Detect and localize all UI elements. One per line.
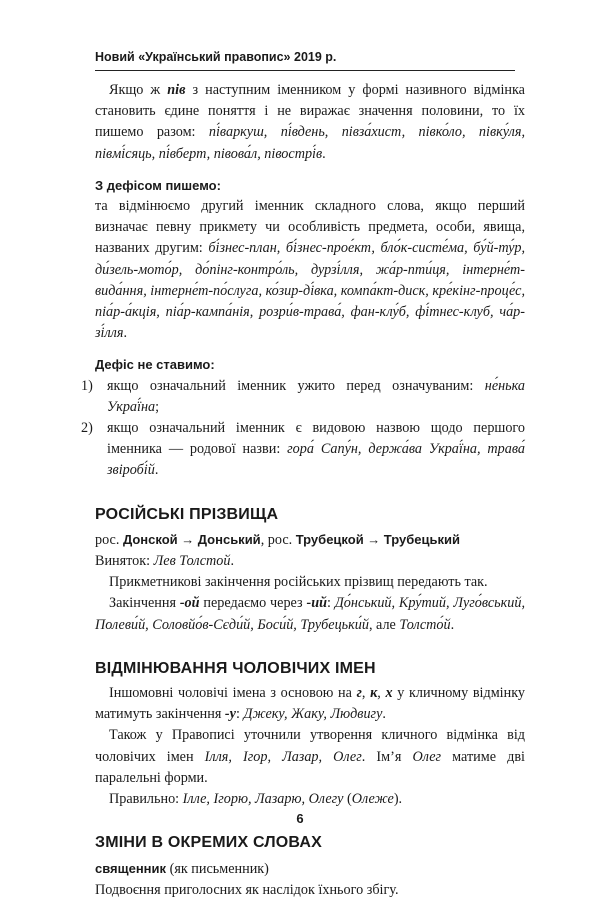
text-run: якщо означальний іменник є видовою назвою щодо першого іменника — родової назви:	[107, 420, 525, 458]
surname: Донський	[197, 531, 261, 547]
text-run: у кличному відмінку матимуть закінчення	[95, 685, 525, 723]
text-run: , але	[368, 616, 400, 633]
text-run: (як письменник)	[169, 860, 269, 877]
surname: Трубецький	[383, 531, 460, 547]
list-number: 1)	[81, 377, 93, 394]
name-examples: Ілля, Ігор, Лазар, Олег	[204, 748, 362, 765]
text-run: Правильно:	[109, 791, 183, 808]
headword: священник	[95, 860, 167, 876]
nohyphen-heading: Дефіс не ставимо:	[95, 357, 215, 373]
hyphen-paragraph	[95, 196, 525, 344]
text-run: Закінчення	[109, 595, 180, 612]
running-header: Новий «Український правопис» 2019 р.	[95, 50, 337, 64]
text-run: Іншомовні чоловічі імена з основою на	[109, 685, 357, 702]
arrow-icon: →	[367, 531, 381, 547]
list-item	[81, 418, 525, 482]
name-examples: Ілле, Ігорю, Лазарю, Олегу	[182, 791, 344, 808]
names-paragraph-2	[95, 725, 525, 789]
page-number: 6	[296, 811, 304, 826]
text-run: :	[326, 595, 335, 612]
name-example: Олег	[412, 748, 442, 765]
russian-paragraph: Прикметникові закінчення російських прізвищ передають так.	[109, 574, 488, 591]
term-piv: пів	[167, 82, 186, 98]
text-run: .	[123, 325, 127, 342]
text-run: рос.	[95, 531, 123, 548]
text-run: Також у Правописі уточнили утворення кличного відмінка від чоловічих імен	[95, 727, 525, 765]
text-run: , рос.	[260, 531, 296, 548]
ending: -ой	[179, 595, 200, 612]
names-paragraph-3: Правильно: Ілле, Ігорю, Лазарю, Олегу (Олеже).	[109, 791, 403, 808]
surname-example: Толсто́й	[399, 616, 451, 633]
text-run: Якщо ж	[109, 82, 168, 98]
section-title-changes: ЗМІНИ В ОКРЕМИХ СЛОВАХ	[95, 834, 323, 852]
surname: Донской	[122, 531, 178, 547]
name-examples: Джеку, Жаку, Людвигу	[243, 706, 383, 723]
changes-paragraph: Подвоєння приголосних як наслідок їхнього збігу.	[95, 881, 399, 898]
section-title-names: ВІДМІНЮВАННЯ ЧОЛОВІЧИХ ІМЕН	[95, 659, 376, 677]
text-run: матиме дві паралельні форми.	[95, 748, 525, 786]
hyphen-examples: бі́знес-план, бі́знес-прое́кт, бло́к-систе́ма, бу́й-ту́р, ди́зель-мото́р, до́пінг-контро́ль, дурзі́лля, жа́р-пти́ця, інтерне́т-вида́ння, інтерне́т-по́слуга, ко́зир-ді́вка, компа́кт-диск, кре́кінг-проце́с, піа́р-а́кція, піа́р-кампа́нія, розри́в-трава́, фан-клу́б, фі́тнес-клуб, ча́р-зі́лля	[95, 240, 526, 342]
arrow-icon: →	[181, 531, 195, 547]
section-title-russian: РОСІЙСЬКІ ПРІЗВИЩА	[95, 505, 279, 523]
hyphen-heading: З дефісом пишемо:	[95, 177, 221, 193]
letter: х	[385, 685, 393, 702]
text-run: з наступним іменником у формі називного відмінка становить єдине поняття і не виражає значення половини, то їх пишемо разом:	[95, 82, 525, 141]
exception-name: Лев Толстой	[153, 553, 231, 570]
header-rule	[95, 70, 515, 71]
text-run: та відмінюємо другий іменник складного слова, якщо перший визначає певну прикмету чи особливість предмета, особи, явища, названих другим:	[95, 198, 525, 257]
nohyphen-list	[81, 376, 525, 482]
text-run: . Ім’я	[361, 748, 413, 765]
russian-endings-paragraph	[95, 593, 525, 635]
list-item	[81, 376, 525, 418]
text-run: .	[450, 616, 455, 633]
names-paragraph-1: Іншомовні чоловічі імена з основою на г, к, х у кличному відмінку матимуть закінчення -у: Джеку, Жаку, Людвигу.	[95, 685, 525, 723]
list-example: не́нька Украї́на	[107, 377, 525, 415]
list-example: гора́ Сапу́н, держа́ва Украї́на, трава́ звіробі́й	[107, 441, 525, 479]
text-run: ;	[155, 398, 160, 415]
text-run: .	[154, 462, 159, 479]
letter: г	[356, 685, 362, 702]
text-run: .	[322, 145, 326, 162]
text-run: .	[230, 553, 235, 570]
text-run: Виняток:	[95, 553, 154, 570]
russian-example-line	[95, 529, 525, 551]
ending: -ий	[306, 595, 327, 612]
text-run: якщо означальний іменник ужито перед означуваним:	[107, 377, 485, 394]
page-body	[81, 80, 526, 901]
russian-exception	[95, 551, 525, 572]
name-example: Олеже	[351, 791, 394, 808]
list-number: 2)	[81, 420, 93, 437]
changes-word-line	[95, 858, 525, 880]
letter: к	[370, 685, 378, 702]
surname-examples: До́нський, Кру́тий, Луго́вський, Полеви́й, Соловйо́в-Сєди́й, Боси́й, Трубецьки́й	[95, 595, 525, 633]
text-run: передаємо через	[199, 595, 307, 612]
surname: Трубецкой	[295, 531, 364, 547]
ending: -у	[224, 706, 236, 723]
intro-examples: пі́варкуш, пі́вдень, півза́хист, півко́ло, півку́ля, півмі́сяць, пі́вберт, півова́л, півострі́в	[95, 124, 525, 162]
intro-paragraph	[95, 80, 525, 165]
